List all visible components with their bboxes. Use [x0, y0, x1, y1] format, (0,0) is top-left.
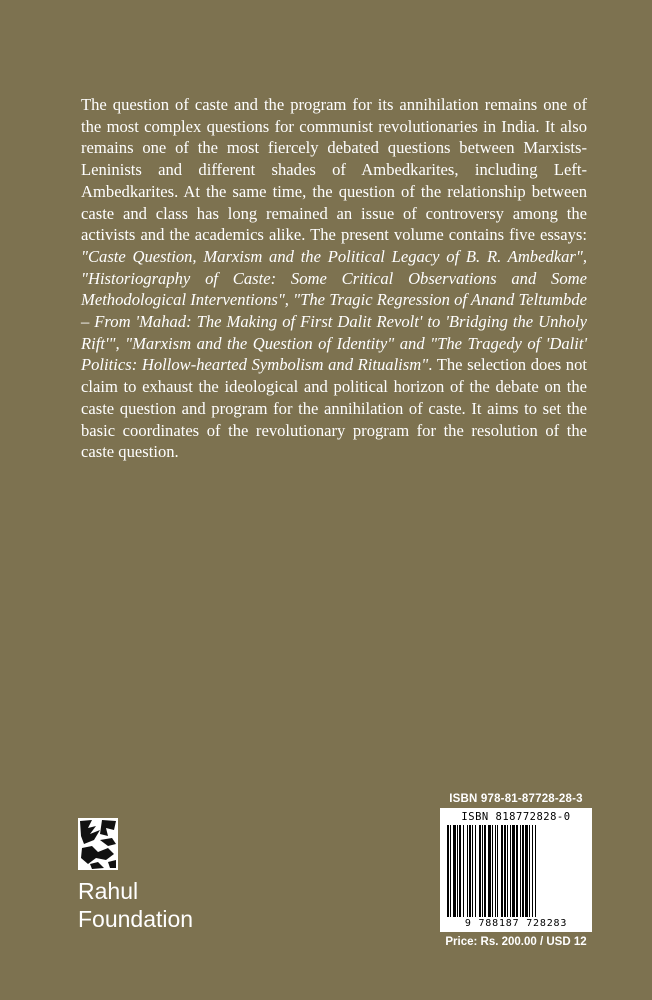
woodcut-logo-icon — [78, 818, 118, 870]
barcode-isbn-text: ISBN 818772828-0 — [461, 811, 571, 823]
blurb-paragraph — [81, 94, 587, 463]
back-cover-blurb — [81, 94, 587, 463]
barcode-digits: 9 788187 728283 — [441, 918, 591, 929]
publisher-block — [78, 818, 258, 933]
publisher-name-line2: Foundation — [78, 906, 194, 932]
publisher-name — [78, 877, 258, 933]
blurb-conclusion: . The selection does not claim to exhaust the ideological and political horizon of the debate on the caste question and program for the annihilation of caste. It aims to set the basic coordinates of the revolutionary program for the resolution of the caste question. — [81, 355, 587, 462]
barcode-block — [440, 793, 592, 948]
blurb-essay-titles: "Caste Question, Marxism and the Political Legacy of B. R. Ambedkar", "Historiography of Caste: Some Critical Observations and Some Methodological Interventions", "The Tragic Regression of Anand Teltumbde – From 'Mahad: The Making of First Dalit Revolt' to 'Bridging the Unholy Rift'", "Marxism and the Question of Identity" and "The Tragedy of 'Dalit' Politics: Hollow-hearted Symbolism and Ritualism" — [81, 246, 587, 375]
barcode-bars — [447, 825, 585, 917]
publisher-name-line1: Rahul — [78, 878, 139, 904]
price-label: Price: Rs. 200.00 / USD 12 — [445, 936, 587, 948]
isbn-label: ISBN 978-81-87728-28-3 — [449, 793, 583, 805]
blurb-intro: The question of caste and the program for its annihilation remains one of the most complex questions for communist revolutionaries in India. It also remains one of the most fiercely debated questions between Marxists-Leninists and different shades of Ambedkarites, including Left-Ambedkarites. At the same time, the question of the relationship between caste and class has long remained an issue of controversy among the activists and the academics alike. The present volume contains five essays: — [81, 95, 587, 245]
barcode — [440, 808, 592, 932]
